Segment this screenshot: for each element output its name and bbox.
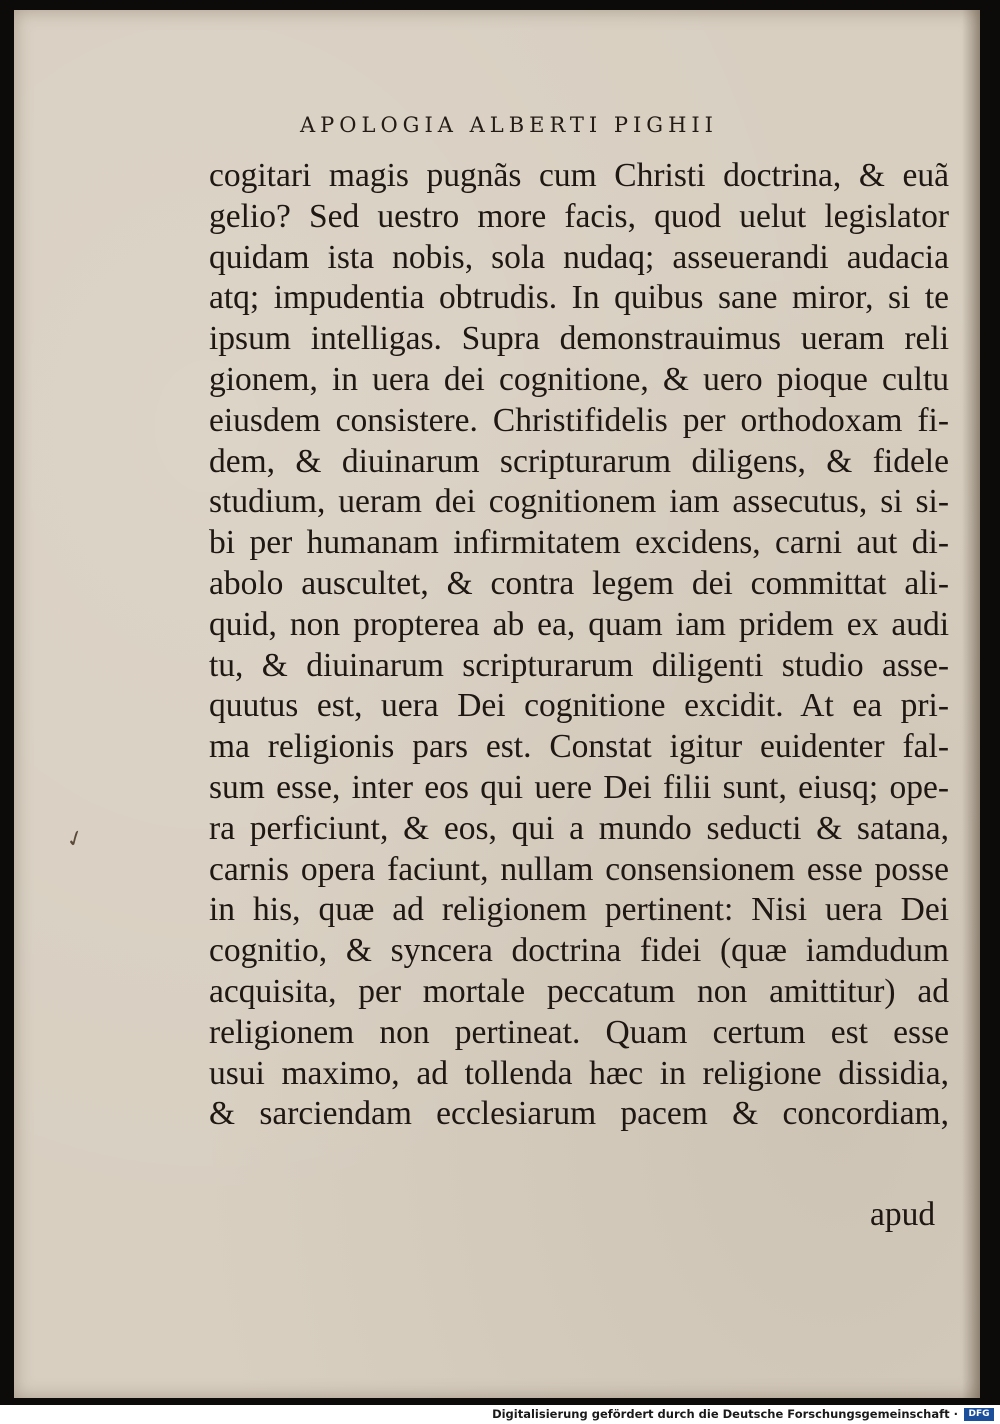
text-line: ma religionis pars est. Constat igitur euidenter fal- xyxy=(209,728,949,766)
text-line: quidam ista nobis, sola nudaq; asseuerandi audacia xyxy=(209,238,949,276)
text-line: acquisita, per mortale peccatum non amittitur) ad xyxy=(209,972,949,1010)
text-line: bi per humanam infirmitatem excidens, carni aut di- xyxy=(209,524,949,562)
text-line: ipsum intelligas. Supra demonstrauimus ueram reli xyxy=(209,320,949,358)
footer-bar xyxy=(0,1405,1000,1424)
dfg-logo: DFG xyxy=(964,1408,994,1421)
text-line: quutus est, uera Dei cognitione excidit. At ea pri- xyxy=(209,687,949,725)
text-line: cogitari magis pugnãs cum Christi doctrina, & euã xyxy=(209,157,949,194)
text-line: gionem, in uera dei cognitione, & uero pioque cultu xyxy=(209,360,949,398)
text-line: tu, & diuinarum scripturarum diligenti studio asse- xyxy=(209,646,949,684)
footer-funding-text: Digitalisierung gefördert durch die Deutsche Forschungsgemeinschaft · xyxy=(492,1407,958,1421)
text-line: studium, ueram dei cognitionem iam assecutus, si si- xyxy=(209,483,949,521)
text-line: quid, non propterea ab ea, quam iam pridem ex audi xyxy=(209,605,949,643)
text-line: abolo auscultet, & contra legem dei committat ali- xyxy=(209,564,949,602)
margin-mark: ✓ xyxy=(62,823,88,854)
text-line: ra perficiunt, & eos, qui a mundo seducti & satana, xyxy=(209,809,949,847)
catchword: apud xyxy=(870,1196,936,1233)
text-line: usui maximo, ad tollenda hæc in religione dissidia, xyxy=(209,1054,949,1092)
text-line: eiusdem consistere. Christifidelis per orthodoxam fi- xyxy=(209,401,949,439)
page-edge-shadow xyxy=(962,10,980,1398)
text-line: atq; impudentia obtrudis. In quibus sane miror, si te xyxy=(209,279,949,317)
text-line: carnis opera faciunt, nullam consensionem esse posse xyxy=(209,850,949,888)
text-line: gelio? Sed uestro more facis, quod uelut legislator xyxy=(209,197,949,235)
text-line: in his, quæ ad religionem pertinent: Nisi uera Dei xyxy=(209,891,949,929)
running-head: APOLOGIA ALBERTI PIGHII xyxy=(300,113,718,137)
text-block xyxy=(209,156,949,1135)
text-line: sum esse, inter eos qui uere Dei filii sunt, eiusq; ope- xyxy=(209,768,949,806)
text-line: dem, & diuinarum scripturarum diligens, & fidele xyxy=(209,442,949,480)
text-line: & sarciendam ecclesiarum pacem & concordiam, xyxy=(209,1095,949,1133)
text-line: cognitio, & syncera doctrina fidei (quæ iamdudum xyxy=(209,932,949,970)
text-line: religionem non pertineat. Quam certum est esse xyxy=(209,1013,949,1051)
